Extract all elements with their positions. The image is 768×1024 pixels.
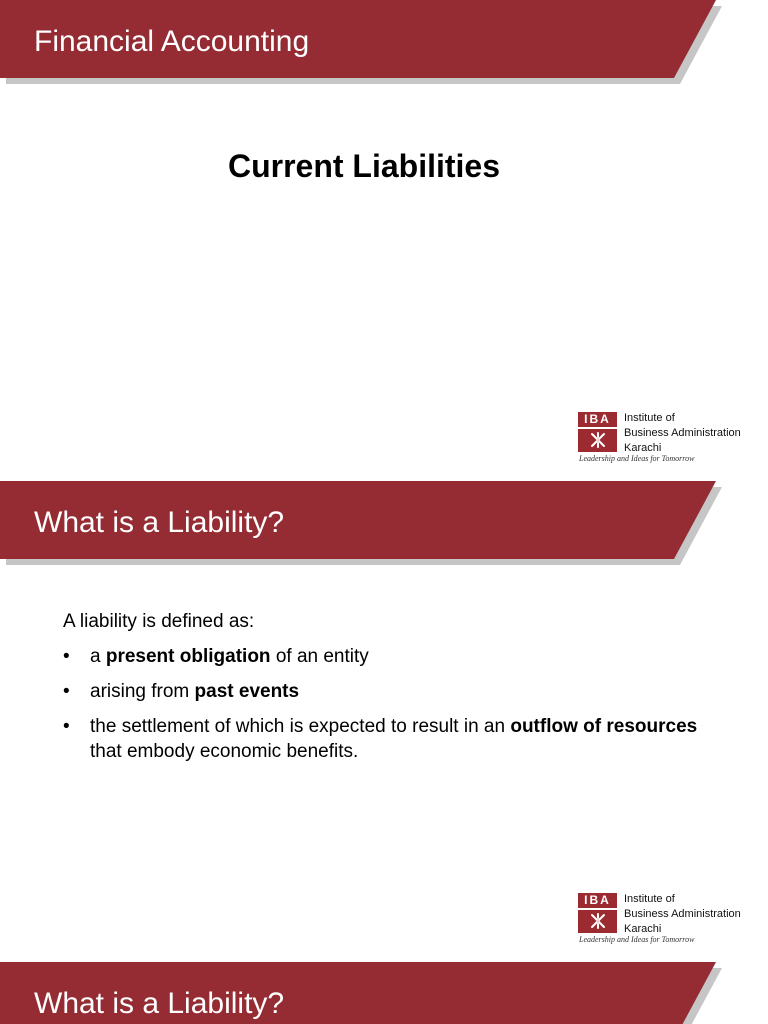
slide-banner xyxy=(0,962,768,1024)
slide-2 xyxy=(0,481,768,962)
iba-logo xyxy=(577,892,757,948)
slide-banner xyxy=(0,0,768,84)
bullet-dot: • xyxy=(63,646,70,667)
slide-3 xyxy=(0,962,768,1024)
bullet-item: • a present obligation of an entity xyxy=(63,646,369,667)
banner-title: Financial Accounting xyxy=(34,25,310,58)
banner-title: What is a Liability? xyxy=(34,506,285,539)
logo-abbreviation: IBA xyxy=(584,412,611,426)
iba-emblem-icon xyxy=(590,913,606,929)
slide-title: Current Liabilities xyxy=(227,148,501,184)
logo-tagline: Leadership and Ideas for Tomorrow xyxy=(579,454,695,463)
logo-divider xyxy=(578,427,617,429)
iba-logo xyxy=(577,411,757,467)
bullet-dot: • xyxy=(63,681,70,702)
definition-bullets xyxy=(63,644,703,764)
bullet-dot: • xyxy=(63,716,70,737)
logo-tagline: Leadership and Ideas for Tomorrow xyxy=(579,935,695,944)
bullet-item: • arising from past events xyxy=(63,681,300,702)
bullet-item: • the settlement of which is expected to result in an outflow of resources that embody economic benefits. xyxy=(63,716,698,762)
slide-body xyxy=(63,609,703,774)
logo-abbreviation: IBA xyxy=(584,893,611,907)
slide-banner xyxy=(0,481,768,565)
banner-title: What is a Liability? xyxy=(34,987,285,1020)
slide-1 xyxy=(0,0,768,481)
logo-institute-name: Institute of Business Administration Karachi xyxy=(624,412,741,454)
logo-institute-name: Institute of Business Administration Karachi xyxy=(624,893,741,935)
logo-box xyxy=(578,893,617,933)
logo-box xyxy=(578,412,617,452)
iba-emblem-icon xyxy=(590,432,606,448)
logo-divider xyxy=(578,908,617,910)
definition-intro: A liability is defined as: xyxy=(63,611,255,632)
